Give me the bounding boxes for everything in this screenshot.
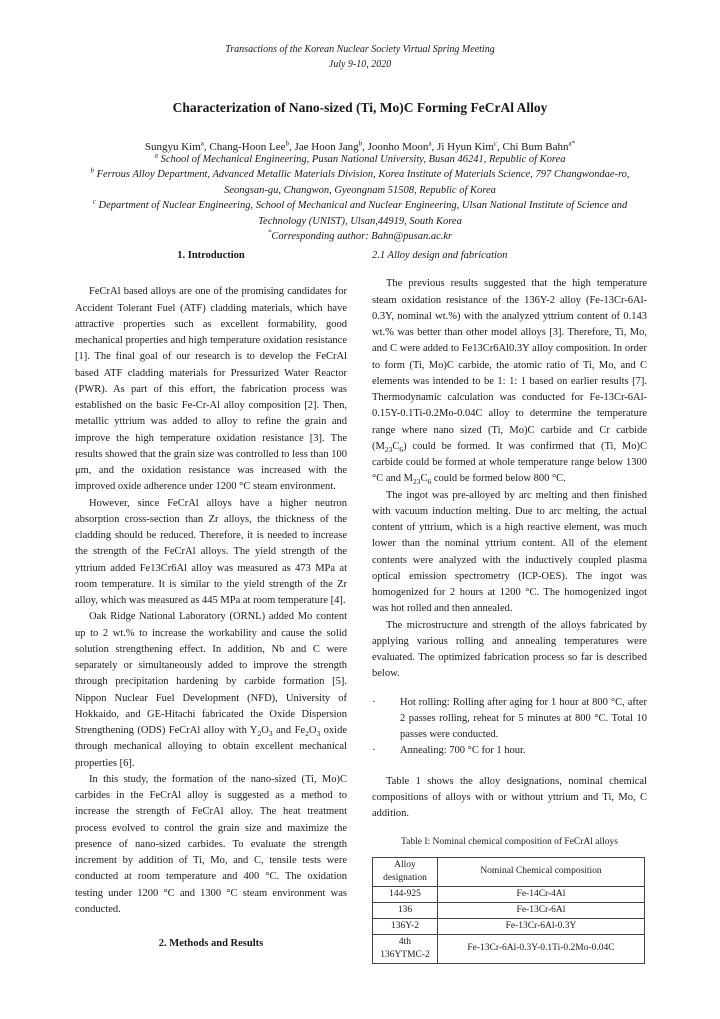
paragraph: FeCrAl based alloys are one of the promising candidates for Accident Tolerant Fuel (ATF) cladding materials, which have attractive properties such as excellent formability, good mechanical properties and high temperature oxidation resistance [1]. The final goal of our research is to develop the FeCrAl based ATF cladding materials for Pressurized Water Reactor (PWR). As part of this effort, the fabrication process was established on the basic Fe-Cr-Al alloy composition [2]. Then, metallic yttrium was added to alloy to refine the grain and improve the high temperature oxidation resistance [3]. The results showed that the grain size was controlled to less than 100 μm, and the oxidation resistance was increased with the improved oxide adherence under 1200 °C steam environment. (75, 286, 347, 493)
affiliation: $^a$ School of Mechanical Engineering, Pusan National University, Busan 46241, Republic of Korea (154, 151, 566, 165)
table-header-row (373, 857, 645, 886)
table-cell: 4th 136YTMC-2 (373, 934, 438, 963)
table-row (373, 886, 645, 902)
author-name: Jae Hoon Jang (294, 141, 359, 153)
conference-header (0, 42, 720, 72)
paragraph: The microstructure and strength of the alloys fabricated by applying various rolling and annealing temperatures were evaluated. The optimized fabrication process so far is described below. (372, 619, 647, 680)
affiliation: $^c$ Department of Nuclear Engineering, School of Mechanical and Nuclear Engineering, Ulsan National Institute of Science and Technology (UNIST), Ulsan,44919, South Korea (92, 197, 628, 227)
composition-table (372, 857, 645, 964)
table-cell: 136Y-2 (373, 918, 438, 934)
section-heading-methods: 2. Methods and Results (158, 938, 264, 949)
table-row (373, 902, 645, 918)
table-cell: Fe-13Cr-6Al-0.3Y-0.1Ti-0.2Mo-0.04C (438, 934, 645, 963)
corresponding-author: *Corresponding author: Bahn@pusan.ac.kr (267, 228, 453, 243)
conference-date: July 9-10, 2020 (328, 59, 392, 70)
affiliation: $^b$ Ferrous Alloy Department, Advanced Metallic Materials Division, Korea Institute of Materials Science, 797 Changwondae-ro, Seongsan-gu, Changwon, Gyeongnam 51508, Republic of Korea (90, 166, 630, 196)
bullet-item: · Annealing: 700 °C for 1 hour. (372, 745, 526, 757)
paragraph: The ingot was pre-alloyed by arc melting and then finished with vacuum induction melting. Due to arc melting, the actual content of yttrium, which is a high reactive element, was much lower than the nominal yttrium content. All of the element contents were analyzed with the inductively coupled plasma optical emission spectrometry (ICP-OES). The ingot was homogenized for 2 hours at 1200 °C. The homogenized ingot was hot rolled and then annealed. (372, 489, 647, 615)
table-cell: 136 (373, 902, 438, 918)
table-caption: Table I: Nominal chemical composition of FeCrAl alloys (401, 837, 618, 848)
table-cell: Fe-13Cr-6Al-0.3Y (438, 918, 645, 934)
subsection-heading: 2.1 Alloy design and fabrication (372, 250, 508, 261)
conference-name: Transactions of the Korean Nuclear Society Virtual Spring Meeting (225, 44, 495, 55)
author-name: Chang-Hoon Lee (209, 141, 286, 153)
table-cell: 144-925 (373, 886, 438, 902)
author-name: Joonho Moon (367, 141, 429, 153)
table-cell: Fe-13Cr-6Al (438, 902, 645, 918)
affiliation-list (70, 152, 650, 244)
paragraph: In this study, the formation of the nano-sized (Ti, Mo)C carbides in the FeCrAl alloy is suggested as a method to increase the strength of FeCrAl alloy. The heat treatment process evolved to control the grain size and maximize the presence of nano-sized carbides. To evaluate the strength increment by addition of Ti, Mo, and C, tensile tests were conducted at room temperature and 400 °C. The oxidation testing under 1200 °C and 1300 °C steam environment was conducted. (75, 773, 347, 915)
paragraph: Table 1 shows the alloy designations, nominal chemical compositions of alloys with or without yttrium and Ti, Mo, C addition. (372, 775, 647, 819)
table-row (373, 918, 645, 934)
table-header-cell: Alloy designation (373, 857, 438, 886)
author-name: Ji Hyun Kim (437, 141, 494, 153)
table-cell: Fe-14Cr-4Al (438, 886, 645, 902)
right-column (372, 248, 647, 964)
bullet-item: · Hot rolling: Rolling after aging for 1 hour at 800 °C, after 2 passes rolling, reheat for 5 minutes at 800 °C. Total 10 passes were conducted. (372, 696, 647, 740)
paragraph: However, since FeCrAl alloys have a higher neutron absorption cross-section than Zr alloys, the thickness of the cladding should be reduced. Therefore, it is needed to increase the strength of the FeCrAl alloys. The yield strength of the yttrium added Fe13Cr6Al alloy was measured as 473 MPa at room temperature. It is similar to the yield strength of the Zr alloy, which was measured as 445 MPa at room temperature [4]. (75, 497, 347, 606)
author-list: Sungyu Kim$^a$, Chang-Hoon Lee$^b$, Jae Hoon Jang$^b$, Joonho Moon$^a$, Ji Hyun Kim$^c$, Chi Bum Bahn$^{a*}$ (144, 139, 576, 153)
section-heading-introduction: 1. Introduction (177, 250, 245, 261)
paper-title: Characterization of Nano-sized (Ti, Mo)C Forming FeCrAl Alloy (172, 100, 548, 115)
left-column (75, 248, 347, 952)
author-name: Chi Bum Bahn (502, 141, 569, 153)
paragraph: Oak Ridge National Laboratory (ORNL) added Mo content up to 2 wt.% to increase the workability and cause the solid solution strengthening effect. In addition, Nb and C were separately or simultaneously added to improve the strength through precipitation hardening by carbide formation [5]. Nippon Nuclear Fuel Development (NFD), University of Hokkaido, and GE-Hitachi fabricated the Oxide Dispersion Strengthening (ODS) FeCrAl alloy with $Y_2O_3$ and $Fe_2O_3$ oxide through mechanical alloying to obtain excellent mechanical properties [6]. (75, 611, 348, 769)
author-name: Sungyu Kim (144, 141, 201, 153)
paragraph: The previous results suggested that the high temperature steam oxidation resistance of the 136Y-2 alloy (Fe-13Cr-6Al-0.3Y, nominal wt.%) with the analyzed yttrium content of 0.143 wt.% was better than other model alloys [3]. Therefore, Ti, Mo, and C were added to Fe13Cr6Al0.3Y alloy composition. In order to form (Ti, Mo)C carbide, the atomic ratio of Ti, Mo, and C elements was intended to be 1: 1: 1 based on earlier results [7]. Thermodynamic calculation was conducted for Fe-13Cr-6Al-0.15Y-0.1Ti-0.2Mo-0.04C alloy to determine the temperature range where nano sized (Ti, Mo)C carbide and Cr carbide $(M_{23}C_6)$ could be formed. It was confirmed that (Ti, Mo)C carbide could be formed at whole temperature range below 1300 °C and $M_{23}C_6$ could be formed below 800 °C. (372, 278, 647, 487)
table-row (373, 934, 645, 963)
table-header-cell: Nominal Chemical composition (438, 857, 645, 886)
